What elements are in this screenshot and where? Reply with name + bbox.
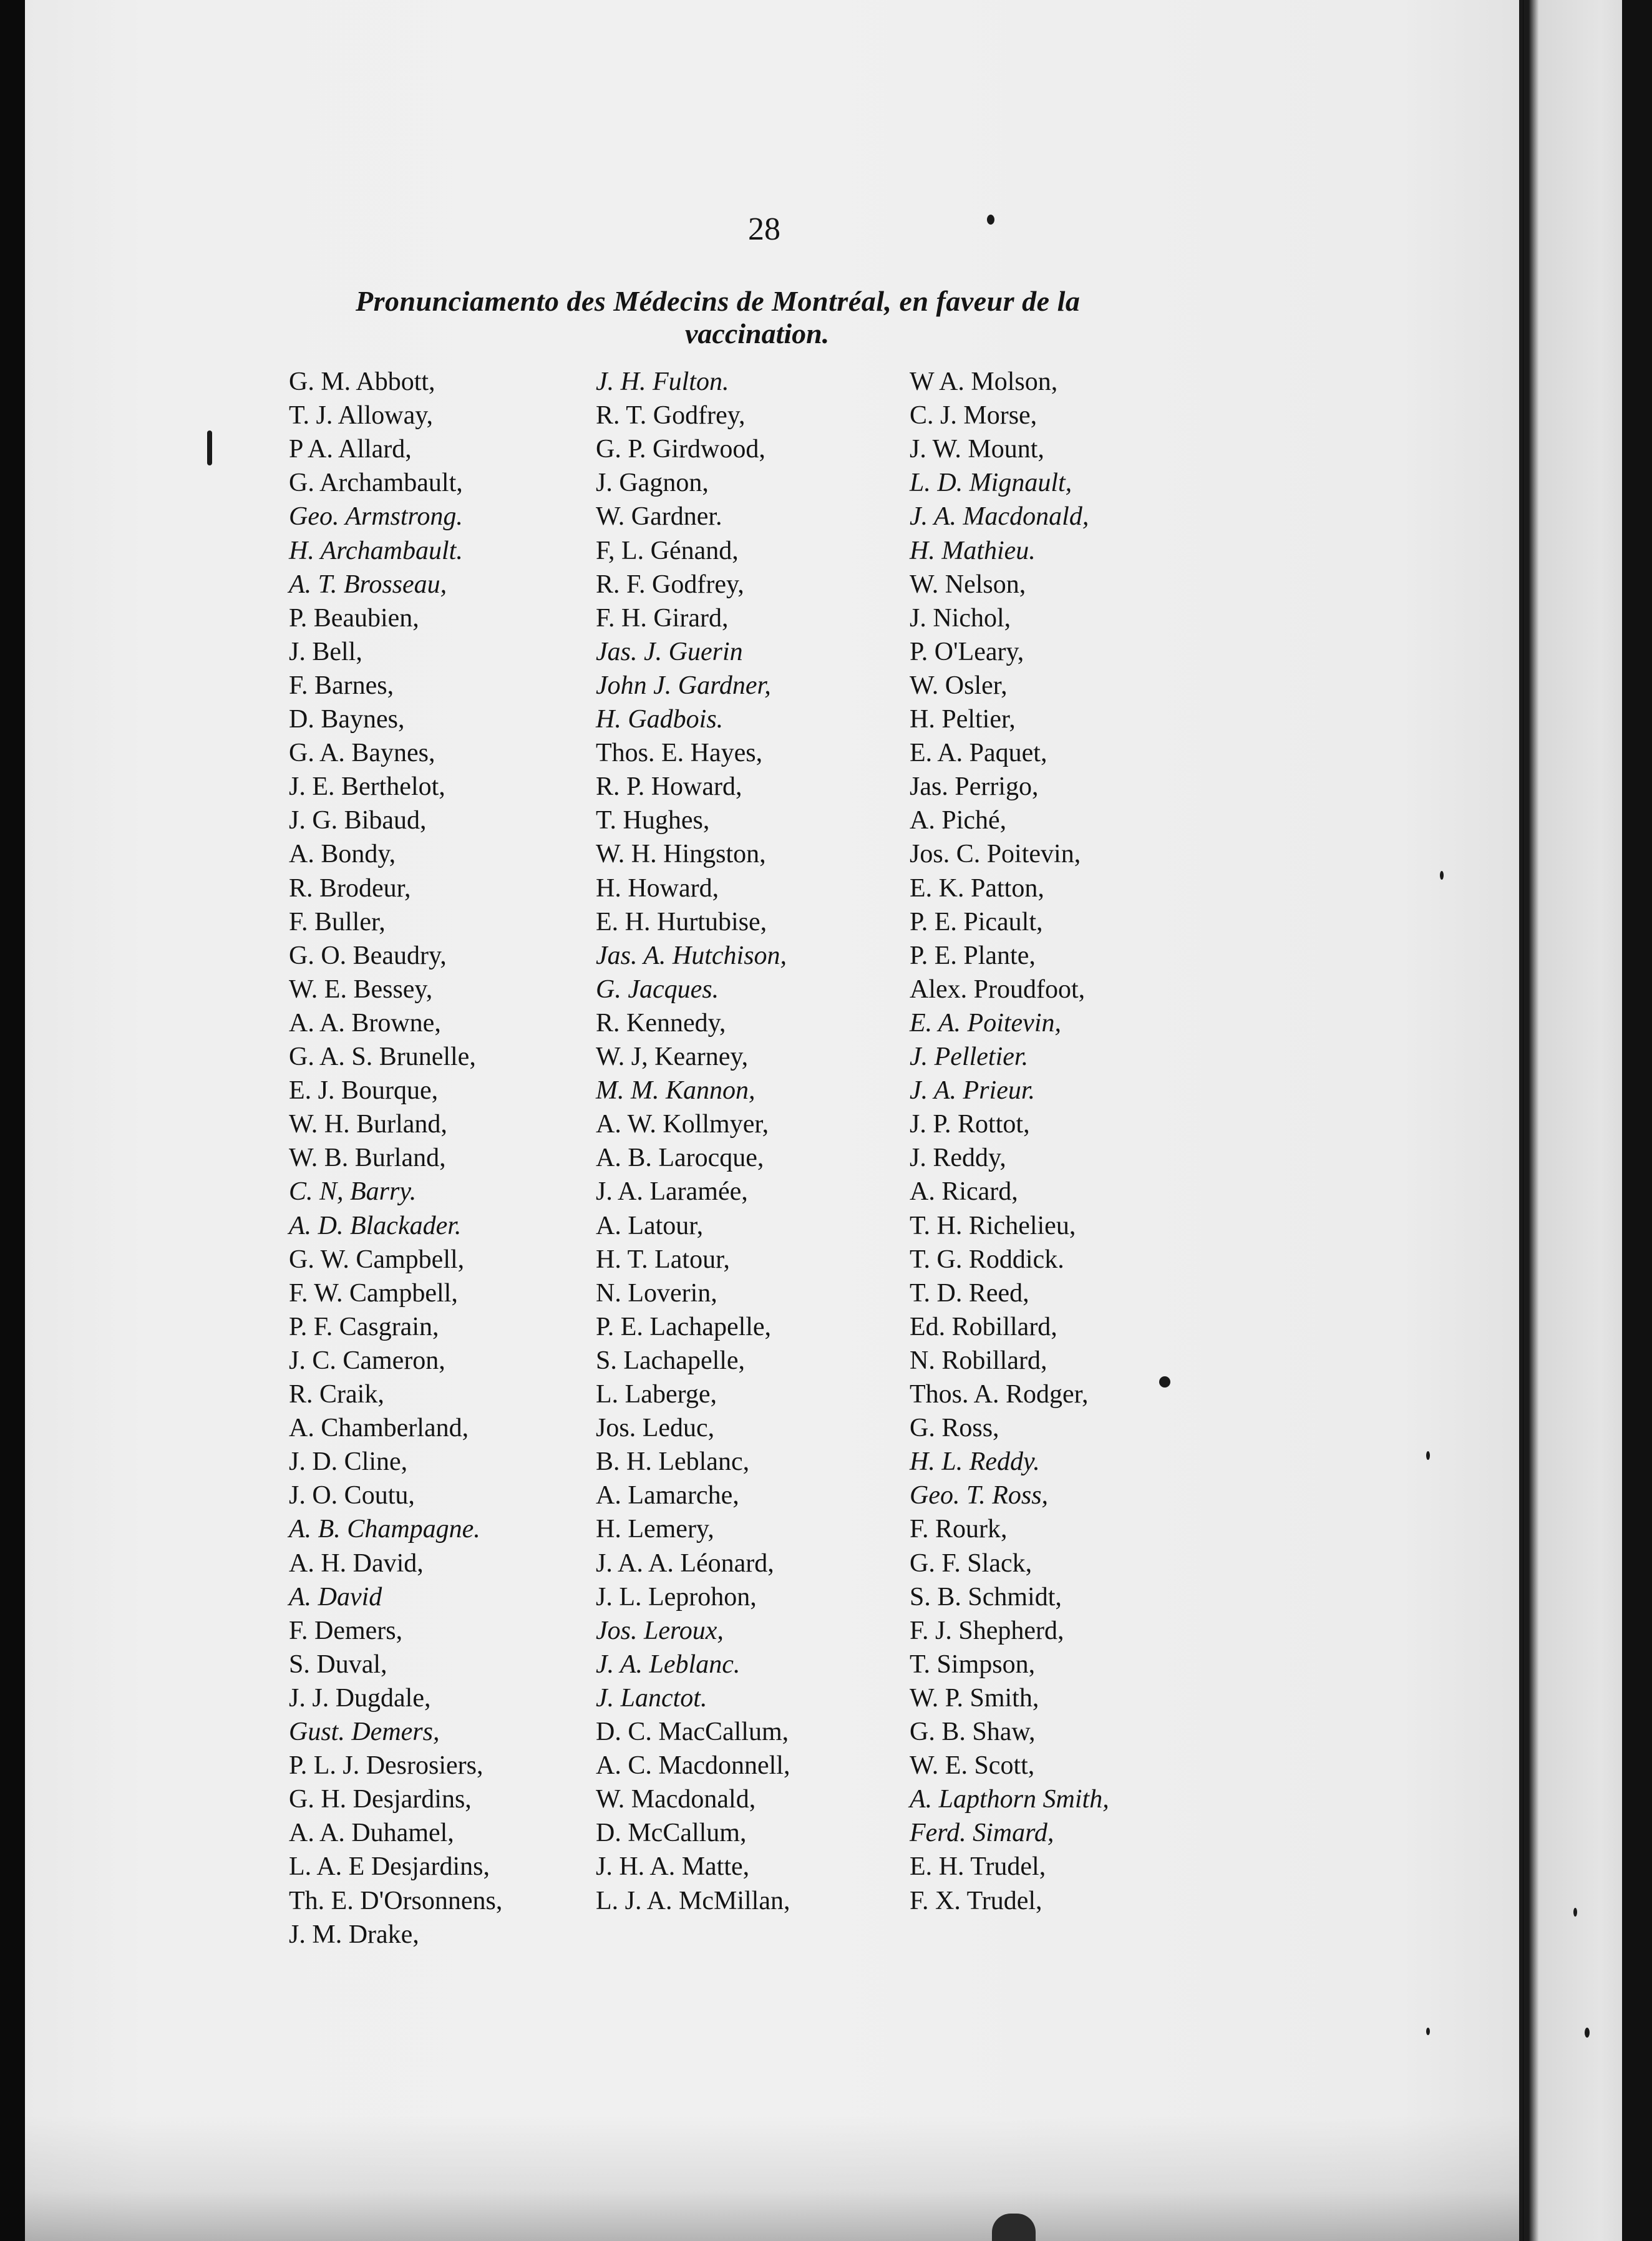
signatory-name: F. Demers,: [289, 1616, 403, 1645]
signatory-name: J. A. Prieur.: [910, 1076, 1036, 1105]
signatory-name: T. Hughes,: [596, 806, 710, 835]
signatory-name: J. P. Rottot,: [910, 1110, 1030, 1139]
signatory-name: Ed. Robillard,: [910, 1313, 1057, 1341]
signatory-name: F. Rourk,: [910, 1515, 1008, 1543]
signatory-name: W A. Molson,: [910, 367, 1058, 396]
signatory-name: H. Howard,: [596, 874, 719, 903]
signatory-name: Thos. E. Hayes,: [596, 739, 763, 767]
signatory-name: W. E. Scott,: [910, 1751, 1035, 1780]
page-title-line-1: Pronunciamento des Médecins de Montréal, en faveur de la: [356, 285, 1081, 317]
signatory-name: G. H. Desjardins,: [289, 1785, 472, 1814]
scan-speck: [987, 215, 994, 225]
signatory-name: T. H. Richelieu,: [910, 1212, 1076, 1240]
signatory-name: L. A. E Desjardins,: [289, 1852, 490, 1881]
signatory-name: R. F. Godfrey,: [596, 570, 744, 599]
signatory-name: H. Peltier,: [910, 705, 1016, 734]
signatory-name: S. Lachapelle,: [596, 1346, 746, 1375]
signatory-name: L. D. Mignault,: [910, 469, 1072, 497]
signatory-name: C. J. Morse,: [910, 401, 1037, 430]
signatory-name: W. J, Kearney,: [596, 1043, 749, 1071]
signatory-name: J. A. Leblanc.: [596, 1650, 741, 1679]
signatory-name: C. N, Barry.: [289, 1177, 417, 1206]
signatory-name: E. H. Trudel,: [910, 1852, 1046, 1881]
scan-speck: [992, 2214, 1036, 2241]
signatory-name: A. Lamarche,: [596, 1481, 739, 1510]
signatory-name: A. David: [289, 1583, 382, 1611]
signatory-name: A. D. Blackader.: [289, 1212, 462, 1240]
signatory-name: W. Osler,: [910, 671, 1008, 700]
signatory-name: W. E. Bessey,: [289, 975, 433, 1004]
signatory-name: L. Laberge,: [596, 1380, 717, 1409]
signatory-name: A. Bondy,: [289, 840, 396, 868]
signatory-name: A. A. Duhamel,: [289, 1819, 454, 1847]
signatory-name: Ferd. Simard,: [910, 1819, 1054, 1847]
signatory-name: W. Macdonald,: [596, 1785, 756, 1814]
signatory-name: F. J. Shepherd,: [910, 1616, 1064, 1645]
signatory-name: J. W. Mount,: [910, 435, 1044, 464]
signatory-name: G. W. Campbell,: [289, 1245, 465, 1274]
signatory-name: J. D. Cline,: [289, 1447, 408, 1476]
signatory-name: A. Lapthorn Smith,: [910, 1785, 1109, 1814]
signatory-name: R. P. Howard,: [596, 772, 742, 801]
signatory-name: Geo. T. Ross,: [910, 1481, 1049, 1510]
signatory-name: R. Kennedy,: [596, 1009, 726, 1038]
scan-speck: [1585, 2028, 1590, 2038]
signatory-name: Jos. Leroux,: [596, 1616, 724, 1645]
signatory-name: A. Chamberland,: [289, 1414, 469, 1442]
signatory-name: P. O'Leary,: [910, 638, 1024, 666]
signatory-name: A. B. Larocque,: [596, 1144, 764, 1172]
signatory-name: G. P. Girdwood,: [596, 435, 765, 464]
signatory-name: W. Gardner.: [596, 502, 722, 531]
signatory-name: J. Reddy,: [910, 1144, 1006, 1172]
signatory-name: F. Barnes,: [289, 671, 394, 700]
scan-speck: [207, 430, 212, 465]
scan-speck: [1426, 1451, 1430, 1460]
signatory-name: J. C. Cameron,: [289, 1346, 445, 1375]
signatory-name: A. Latour,: [596, 1212, 704, 1240]
signatory-name: Jas. Perrigo,: [910, 772, 1039, 801]
signatory-name: H. L. Reddy.: [910, 1447, 1040, 1476]
signatory-name: G. F. Slack,: [910, 1549, 1032, 1578]
signatory-name: G. A. S. Brunelle,: [289, 1043, 476, 1071]
signatory-name: A. W. Kollmyer,: [596, 1110, 769, 1139]
scan-border-right: [1622, 0, 1652, 2241]
signatory-name: G. Ross,: [910, 1414, 999, 1442]
signatory-name: M. M. Kannon,: [596, 1076, 756, 1105]
scan-speck: [1440, 871, 1444, 880]
signatory-name: R. T. Godfrey,: [596, 401, 746, 430]
signatory-name: H. Archambault.: [289, 537, 463, 565]
scan-speck: [1573, 1908, 1577, 1917]
signatory-name: J. O. Coutu,: [289, 1481, 415, 1510]
signatory-name: Th. E. D'Orsonnens,: [289, 1887, 503, 1915]
signatory-name: Jos. Leduc,: [596, 1414, 715, 1442]
signatory-name: A. Piché,: [910, 806, 1007, 835]
signatory-name: G. O. Beaudry,: [289, 941, 447, 970]
signatory-name: A. H. David,: [289, 1549, 424, 1578]
signatory-name: N. Robillard,: [910, 1346, 1047, 1375]
page-bottom-shadow: [25, 2115, 1519, 2241]
signatory-name: F. H. Girard,: [596, 604, 729, 633]
signatory-name: P. F. Casgrain,: [289, 1313, 439, 1341]
signatory-name: J. Bell,: [289, 638, 362, 666]
signatory-name: J. A. A. Léonard,: [596, 1549, 774, 1578]
signatory-name: E. H. Hurtubise,: [596, 908, 767, 936]
signatory-name: S. B. Schmidt,: [910, 1583, 1062, 1611]
signatory-name: Jas. J. Guerin: [596, 638, 743, 666]
signatory-name: W. H. Hingston,: [596, 840, 766, 868]
signatory-name: J. H. A. Matte,: [596, 1852, 750, 1881]
signatory-name: E. A. Paquet,: [910, 739, 1047, 767]
signatory-name: E. K. Patton,: [910, 874, 1044, 903]
scan-speck: [1159, 1376, 1170, 1388]
signatory-name: J. A. Macdonald,: [910, 502, 1089, 531]
signatory-name: L. J. A. McMillan,: [596, 1887, 790, 1915]
scan-speck: [1426, 2028, 1430, 2035]
signatory-name: J. H. Fulton.: [596, 367, 729, 396]
signatory-name: Thos. A. Rodger,: [910, 1380, 1089, 1409]
signatory-name: S. Duval,: [289, 1650, 387, 1679]
signatory-name: H. Gadbois.: [596, 705, 724, 734]
signatory-name: T. J. Alloway,: [289, 401, 433, 430]
signatory-name: H. Lemery,: [596, 1515, 714, 1543]
signatory-name: Jas. A. Hutchison,: [596, 941, 787, 970]
signatory-name: W. P. Smith,: [910, 1684, 1039, 1713]
signatory-name: J. Lanctot.: [596, 1684, 707, 1713]
signatory-name: D. C. MacCallum,: [596, 1718, 789, 1746]
signatory-name: Alex. Proudfoot,: [910, 975, 1086, 1004]
signatory-name: Geo. Armstrong.: [289, 502, 463, 531]
signatory-name: A. C. Macdonnell,: [596, 1751, 790, 1780]
signatory-name: A. T. Brosseau,: [289, 570, 447, 599]
signatory-name: J. E. Berthelot,: [289, 772, 445, 801]
signatory-name: G. A. Baynes,: [289, 739, 435, 767]
signatory-name: J. A. Laramée,: [596, 1177, 748, 1206]
signatory-name: J. J. Dugdale,: [289, 1684, 431, 1713]
signatory-name: P. Beaubien,: [289, 604, 419, 633]
signatory-name: W. Nelson,: [910, 570, 1026, 599]
signatory-name: J. M. Drake,: [289, 1920, 419, 1949]
signatory-name: D. McCallum,: [596, 1819, 747, 1847]
signatory-name: F. W. Campbell,: [289, 1279, 458, 1308]
signatory-name: F. X. Trudel,: [910, 1887, 1042, 1915]
signatory-name: P. E. Picault,: [910, 908, 1043, 936]
signatory-name: T. G. Roddick.: [910, 1245, 1064, 1274]
signatory-name: N. Loverin,: [596, 1279, 717, 1308]
signatory-name: P. E. Plante,: [910, 941, 1036, 970]
signatory-name: G. B. Shaw,: [910, 1718, 1036, 1746]
signatory-name: H. T. Latour,: [596, 1245, 730, 1274]
signatory-name: T. D. Reed,: [910, 1279, 1029, 1308]
signatory-name: D. Baynes,: [289, 705, 405, 734]
signatory-name: Gust. Demers,: [289, 1718, 440, 1746]
signatory-name: W. H. Burland,: [289, 1110, 447, 1139]
signatory-name: Jos. C. Poitevin,: [910, 840, 1081, 868]
signatory-name: G. M. Abbott,: [289, 367, 435, 396]
signatory-name: P. L. J. Desrosiers,: [289, 1751, 483, 1780]
signatory-name: H. Mathieu.: [910, 537, 1036, 565]
signatory-name: A. Ricard,: [910, 1177, 1018, 1206]
signatory-name: J. G. Bibaud,: [289, 806, 427, 835]
signatory-name: G. Archambault,: [289, 469, 463, 497]
signatory-name: F. Buller,: [289, 908, 386, 936]
signatory-name: R. Brodeur,: [289, 874, 411, 903]
signatory-name: J. L. Leprohon,: [596, 1583, 757, 1611]
signatory-name: E. J. Bourque,: [289, 1076, 439, 1105]
signatory-name: R. Craik,: [289, 1380, 384, 1409]
signatory-name: J. Nichol,: [910, 604, 1011, 633]
signatory-name: J. Pelletier.: [910, 1043, 1029, 1071]
signatory-name: T. Simpson,: [910, 1650, 1036, 1679]
page-title-line-2: vaccination.: [685, 318, 830, 349]
signatory-name: E. A. Poitevin,: [910, 1009, 1061, 1038]
signatory-name: W. B. Burland,: [289, 1144, 446, 1172]
page-number: 28: [748, 211, 780, 247]
signatory-name: J. Gagnon,: [596, 469, 709, 497]
signatory-name: G. Jacques.: [596, 975, 719, 1004]
signatory-name: B. H. Leblanc,: [596, 1447, 750, 1476]
signatory-name: F, L. Génand,: [596, 537, 739, 565]
signatory-name: P. E. Lachapelle,: [596, 1313, 772, 1341]
signatory-name: John J. Gardner,: [596, 671, 771, 700]
signatory-name: A. A. Browne,: [289, 1009, 441, 1038]
signatory-name: A. B. Champagne.: [289, 1515, 480, 1543]
signatory-name: P A. Allard,: [289, 435, 412, 464]
